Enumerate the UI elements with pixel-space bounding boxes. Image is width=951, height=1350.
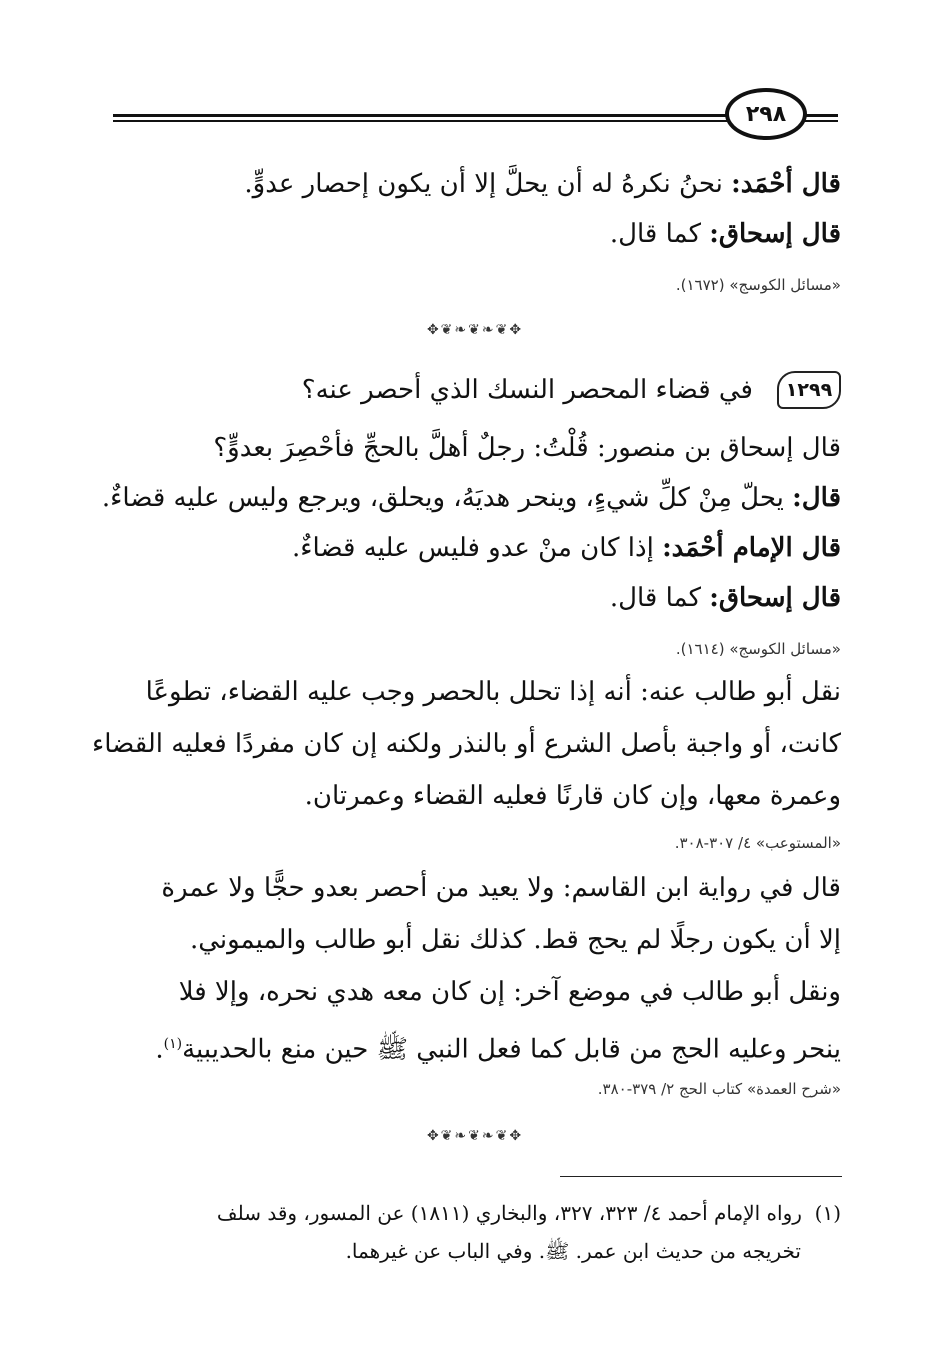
section-heading bbox=[302, 368, 841, 412]
line-text: ينحر وعليه الحج من قابل كما فعل النبي ﷺ حين منع بالحديبية bbox=[182, 1034, 841, 1065]
page-number-badge bbox=[725, 88, 807, 140]
line-text: كما قال. bbox=[609, 219, 710, 249]
ornament-divider: ✥❦❧❦❧❦✥ bbox=[426, 322, 524, 338]
footnote-marker: (١) bbox=[814, 1201, 841, 1225]
page-number: ٢٩٨ bbox=[745, 101, 787, 127]
text-line: إلا أن يكون رجلًا لم يحج قط. كذلك نقل أبو طالب والميموني. bbox=[189, 925, 841, 955]
text-line bbox=[155, 1024, 841, 1070]
text-line bbox=[244, 164, 841, 204]
line-text: يحلّ مِنْ كلِّ شيءٍ، وينحر هديَهُ، ويحلق، ويرجع وليس عليه قضاءٌ. bbox=[101, 483, 793, 513]
footnote-text: رواه الإمام أحمد ٤/ ٣٢٣، ٣٢٧، والبخاري (١٨١١) عن المسور، وقد سلف bbox=[216, 1201, 802, 1225]
text-line: وعمرة معها، وإن كان قارنًا فعليه القضاء وعمرتان. bbox=[304, 781, 841, 811]
text-line bbox=[610, 214, 841, 254]
source-citation: «مسائل الكوسج» (١٦١٤). bbox=[675, 640, 841, 658]
footnote-rule bbox=[560, 1176, 842, 1177]
text-line: قال إسحاق بن منصور: قُلْتُ: رجلٌ أهلَّ بالحجِّ فأحْصِرَ بعدوٍّ؟ bbox=[213, 433, 841, 463]
speaker-label: قال إسحاق: bbox=[709, 219, 841, 249]
section-title: في قضاء المحصر النسك الذي أحصر عنه؟ bbox=[301, 375, 753, 405]
footnote-reference[interactable]: (١) bbox=[163, 1036, 183, 1052]
text-line: نقل أبو طالب عنه: أنه إذا تحلل بالحصر وجب عليه القضاء، تطوعًا bbox=[145, 677, 841, 707]
footnote-line bbox=[217, 1196, 841, 1230]
text-line: قال في رواية ابن القاسم: ولا يعيد من أحصر بعدو حجًّا ولا عمرة bbox=[161, 873, 841, 903]
footnote-line: تخريجه من حديث ابن عمر. ﷺ. وفي الباب عن غيرهما. bbox=[345, 1239, 801, 1263]
speaker-label: قال: bbox=[792, 483, 841, 513]
line-text: نحنُ نكرهُ له أن يحلَّ إلا أن يكون إحصار عدوٍّ. bbox=[244, 169, 732, 199]
speaker-label: قال أحْمَد: bbox=[731, 169, 841, 199]
text-line bbox=[610, 578, 841, 618]
source-citation: «المستوعب» ٤/ ٣٠٧-٣٠٨. bbox=[674, 834, 841, 852]
line-text: كما قال. bbox=[609, 583, 710, 613]
source-citation: «مسائل الكوسج» (١٦٧٢). bbox=[675, 276, 841, 294]
source-citation: «شرح العمدة» كتاب الحج ٢/ ٣٧٩-٣٨٠. bbox=[597, 1080, 841, 1098]
text-line: ونقل أبو طالب في موضع آخر: إن كان معه هدي نحره، وإلا فلا bbox=[178, 977, 841, 1007]
text-line bbox=[292, 528, 841, 568]
line-text: . bbox=[155, 1034, 164, 1065]
speaker-label: قال إسحاق: bbox=[709, 583, 841, 613]
text-line bbox=[102, 478, 841, 518]
section-number-badge: ١٢٩٩ bbox=[777, 371, 841, 409]
ornament-divider: ✥❦❧❦❧❦✥ bbox=[426, 1128, 524, 1144]
header-rule-right bbox=[804, 114, 838, 124]
header-rule bbox=[113, 114, 763, 124]
text-line: كانت، أو واجبة بأصل الشرع أو بالنذر ولكنه إن كان مفردًا فعليه القضاء bbox=[92, 729, 841, 759]
line-text: إذا كان منْ عدو فليس عليه قضاءٌ. bbox=[292, 533, 663, 563]
speaker-label: قال الإمام أحْمَد: bbox=[662, 533, 841, 563]
